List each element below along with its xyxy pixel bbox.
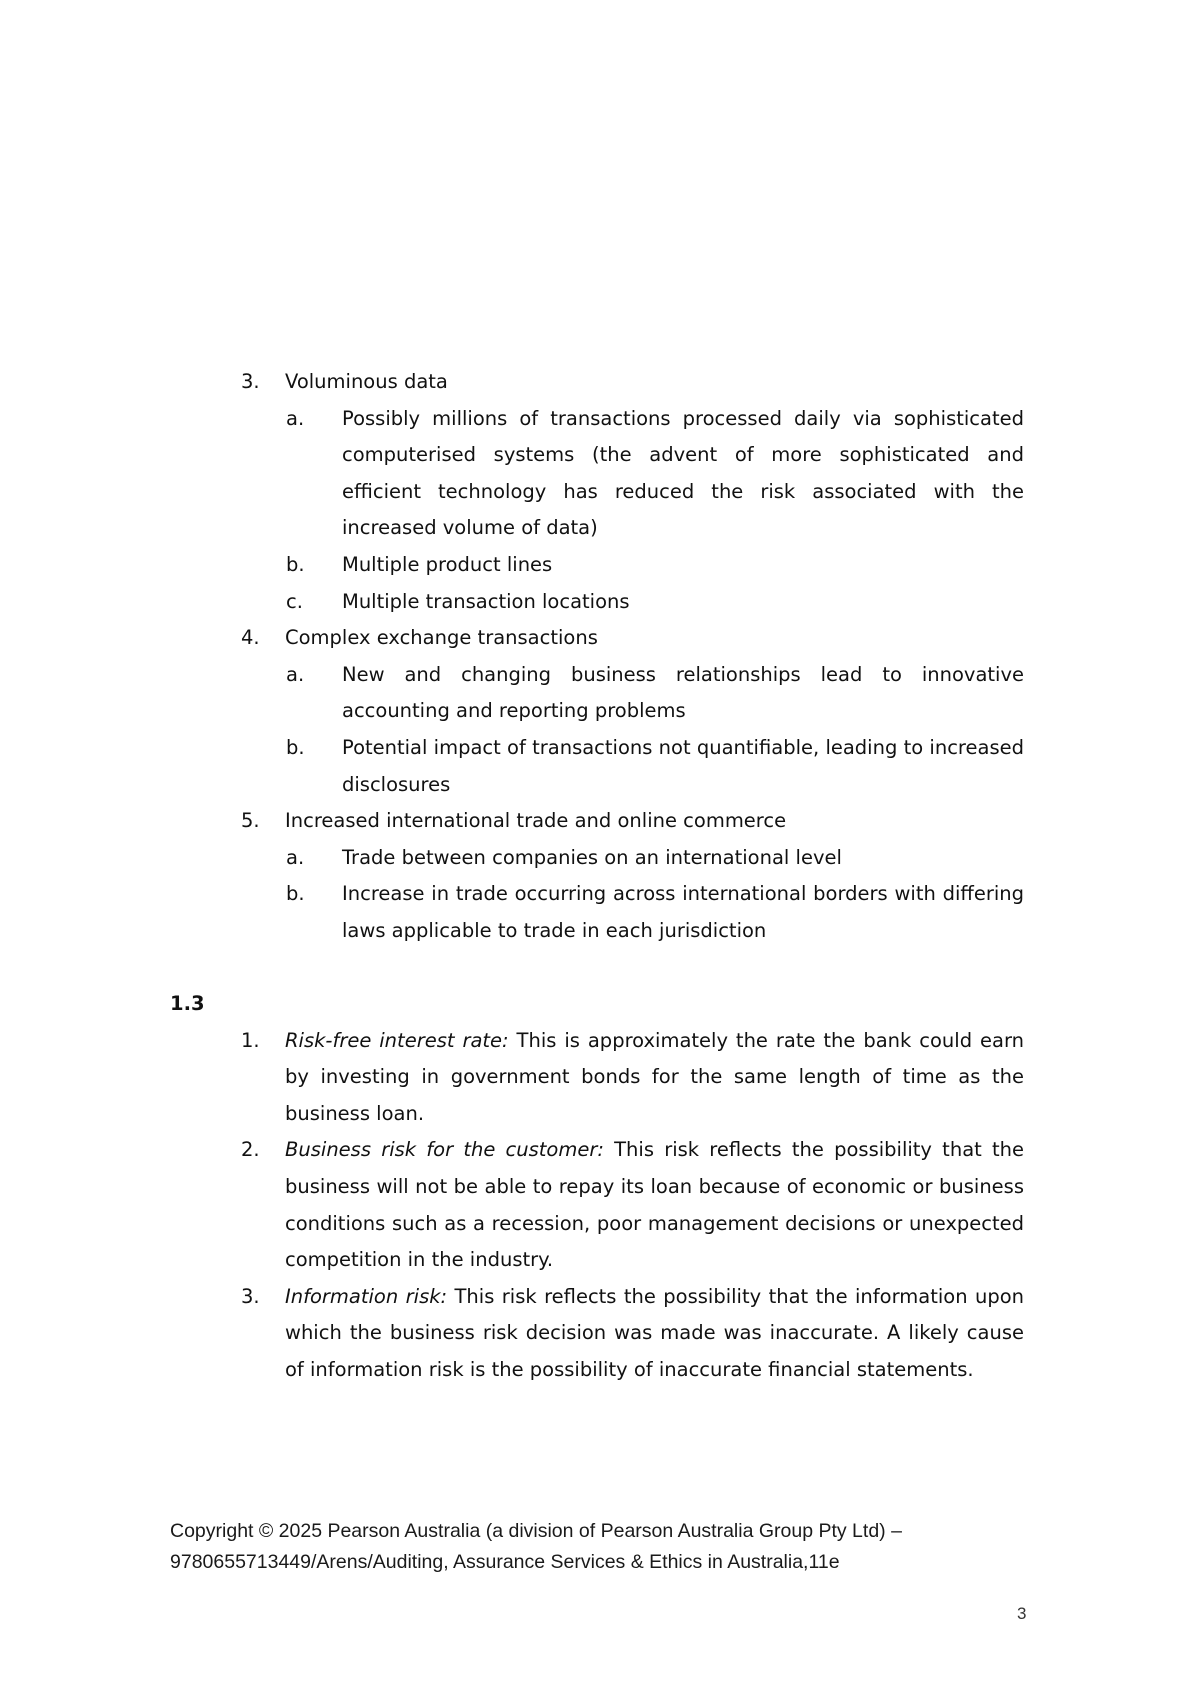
- page-number: 3: [1017, 1604, 1027, 1623]
- sub-list-item: [170, 584, 1024, 621]
- sub-list-item: [170, 840, 1024, 877]
- sub-list-letter: a.: [286, 662, 305, 686]
- sub-list-text: Multiple product lines: [342, 552, 553, 576]
- sub-list-item: [170, 730, 1024, 803]
- list-item: [170, 620, 1024, 657]
- sub-list-item: [170, 657, 1024, 730]
- page-content: [170, 364, 1024, 1389]
- definition-text: This risk reflects the possibility that the information upon which the business risk decision was made was inaccurate. A likely cause of information risk is the possibility of inaccurate financial statements.: [285, 1284, 1024, 1382]
- list-number: 5.: [241, 809, 260, 833]
- sub-list-text: Increase in trade occurring across international borders with differing laws applicable to trade in each jurisdiction: [342, 882, 1024, 942]
- sub-list-text: Multiple transaction locations: [342, 589, 630, 613]
- list-number: 4.: [241, 626, 260, 650]
- list-item-text: Complex exchange transactions: [285, 626, 598, 650]
- list-item: [170, 364, 1024, 401]
- footer-line: Copyright © 2025 Pearson Australia (a division of Pearson Australia Group Pty Ltd) –: [170, 1520, 902, 1542]
- footer-line: 9780655713449/Arens/Auditing, Assurance Services & Ethics in Australia,11e: [170, 1551, 840, 1573]
- sub-list-text: New and changing business relationships lead to innovative accounting and reporting problems: [342, 662, 1024, 723]
- copyright-footer: [170, 1516, 902, 1578]
- list-number: 2.: [241, 1138, 260, 1162]
- sub-list-letter: a.: [286, 406, 305, 430]
- list-item: [170, 803, 1024, 840]
- definition-term: Business risk for the customer:: [285, 1138, 604, 1162]
- list-item-text: Increased international trade and online commerce: [285, 809, 787, 833]
- definition-text: This risk reflects the possibility that the business will not be able to repay its loan because of economic or business conditions such as a recession, poor management decisions or unexpected competition in the industry.: [285, 1138, 1024, 1272]
- list-item-text: Voluminous data: [285, 370, 448, 393]
- sub-list-letter: b.: [286, 552, 305, 576]
- sub-list-text: Potential impact of transactions not quantifiable, leading to increased disclosures: [342, 735, 1024, 796]
- sub-list-letter: b.: [286, 882, 305, 906]
- definition-term: Risk-free interest rate:: [285, 1028, 509, 1052]
- definition-term: Information risk:: [285, 1284, 448, 1308]
- section-heading: 1.3: [170, 992, 205, 1016]
- definition-item: [170, 1132, 1024, 1278]
- sub-list-letter: b.: [286, 735, 305, 759]
- sub-list-text: Trade between companies on an international level: [342, 845, 842, 869]
- sub-list-item: [170, 876, 1024, 949]
- definition-item: [170, 1279, 1024, 1389]
- sub-list-letter: c.: [286, 589, 303, 613]
- definition-text: This is approximately the rate the bank could earn by investing in government bonds for the same length of time as the business loan.: [285, 1028, 1024, 1125]
- sub-list-item: [170, 401, 1024, 547]
- list-number: 3.: [241, 370, 260, 393]
- list-number: 1.: [241, 1028, 260, 1052]
- sub-list-text: Possibly millions of transactions processed daily via sophisticated computerised systems (the advent of more sophisticated and efficient technology has reduced the risk associated with the increased volume of data): [342, 406, 1024, 540]
- sub-list-letter: a.: [286, 845, 305, 869]
- sub-list-item: [170, 547, 1024, 584]
- list-number: 3.: [241, 1284, 260, 1308]
- definition-item: [170, 1023, 1024, 1133]
